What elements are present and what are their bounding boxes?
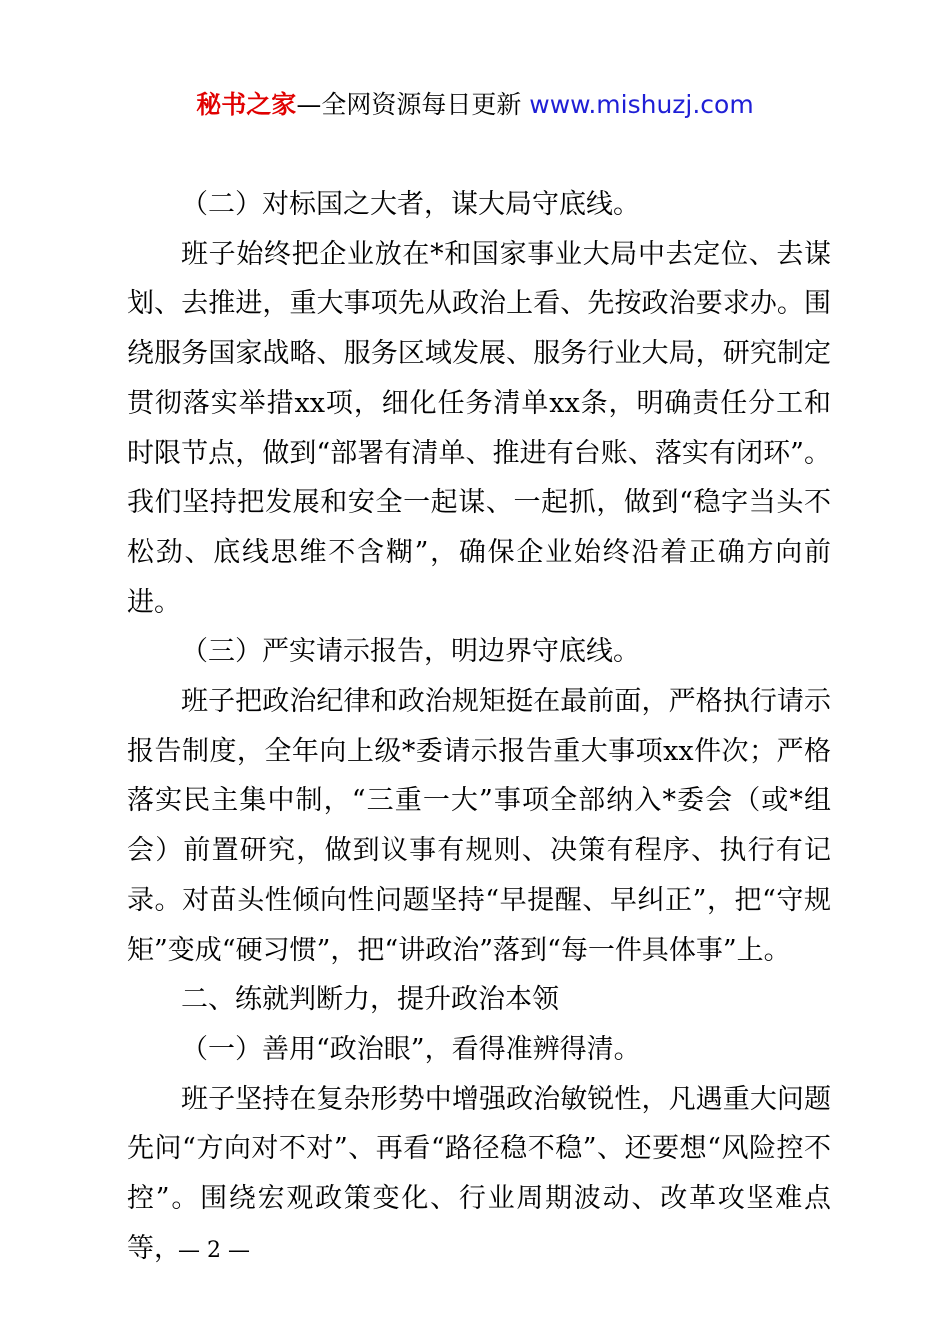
document-body [127, 180, 831, 1273]
subheading-2: （二）对标国之大者，谋大局守底线。 [181, 189, 640, 220]
watermark-header [0, 88, 950, 122]
paragraph: 班子坚持在复杂形势中增强政治敏锐性，凡遇重大问题先问“方向对不对”、再看“路径稳不稳”、还要想“风险控不控”。围绕宏观政策变化、行业周期波动、改革攻坚难点等， [127, 1083, 831, 1264]
subheading-1: （一）善用“政治眼”，看得准辨得清。 [181, 1033, 641, 1065]
paragraph: 班子始终把企业放在*和国家事业大局中去定位、去谋划、去推进，重大事项先从政治上看、先按政治要求办。围绕服务国家战略、服务区域发展、服务行业大局，研究制定贯彻落实举措xx项，细化任务清单xx条，明确责任分工和时限节点，做到“部署有清单、推进有台账、落实有闭环”。我们坚持把发展和安全一起谋、一起抓，做到“稳字当头不松劲、底线思维不含糊”，确保企业始终沿着正确方向前进。 [127, 238, 831, 618]
header-dash: — [296, 90, 322, 119]
subheading-3: （三）严实请示报告，明边界守底线。 [181, 636, 640, 668]
section-heading: 二、练就判断力，提升政治本领 [181, 984, 559, 1016]
website-link[interactable]: www.mishuzj.com [529, 90, 754, 119]
paragraph: 班子把政治纪律和政治规矩挺在最前面，严格执行请示报告制度，全年向上级*委请示报告重大事项xx件次；严格落实民主集中制，“三重一大”事项全部纳入*委会（或*组会）前置研究，做到议事有规则、决策有程序、执行有记录。对苗头性倾向性问题坚持“早提醒、早纠正”，把“守规矩”变成“硬习惯”，把“讲政治”落到“每一件具体事”上。 [127, 686, 831, 966]
brand-name: 秘书之家 [196, 90, 297, 119]
header-slogan: 全网资源每日更新 [321, 90, 522, 119]
page-number: — 2 — [178, 1238, 250, 1263]
